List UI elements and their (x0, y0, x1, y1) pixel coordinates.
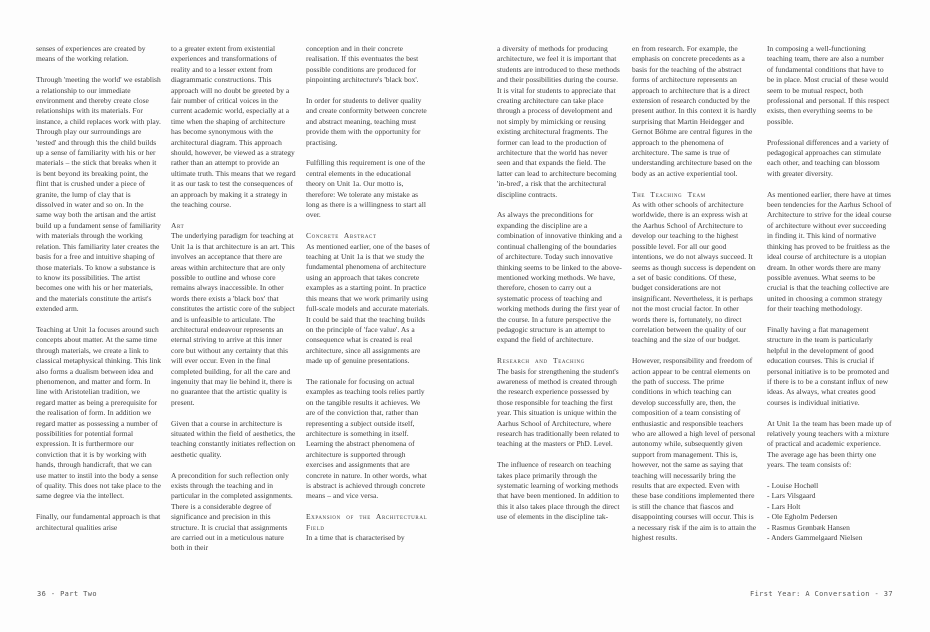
team-member-item: - Rasmus Grønbæk Hansen (767, 522, 850, 532)
body-paragraph: However, responsibility and freedom of action appear to be central elements on the path of success. The prime conditions in which teaching can develop successfully are, then, the composition of a team consisting of enthusiastic and responsible teachers who are allowed a high level of personal autonomy while, subsequently given support from management. This is, however, not the same as saying that teaching will necessarily bring the results that are expected. Even with these base conditions implemented there is still the chance that fiascos and disappointing courses will occur. This is a necessary risk if the aim is to attain the highest results. (632, 356, 757, 543)
body-paragraph: A precondition for such reflection only exists through the teaching and in particular in the completed assignments. There is a considerable degree of significance and precision in this structure. It is crucial that assignments are carried out in a meticulous nature both in their (171, 470, 293, 553)
body-paragraph: In a time that is characterised by (306, 533, 405, 543)
team-member-item: - Ole Egholm Pedersen (767, 512, 838, 522)
body-paragraph: The underlying paradigm for teaching at Unit 1a is that architecture is an art. This involves an acceptance that there are areas within architecture that are only possible to outline and whose core remains always inaccessible. In other words there exists a 'black box' that constitutes the artistic core of the subject and is unfeasible to articulate. The architectural endeavour represents an eternal striving to arrive at this inner core but without any certainty that this will ever occur. Even in the final completed building, for all the care and ingenuity that may lie behind it, there is no guarantee that the artistic quality is present. (171, 231, 295, 407)
page-right-columns (497, 44, 930, 579)
left-column-1 (36, 44, 161, 579)
body-paragraph: In composing a well-functioning teaching team, there are also a number of fundamental conditions that have to be in place. Most crucial of these would seem to be mutual respect, both professional and personal. If this respect exists, then everything seems to be possible. (767, 44, 890, 126)
page-left-footer: 36 - Part Two (37, 590, 97, 598)
body-paragraph: Professional differences and a variety of pedagogical approaches can stimulate each other, and teaching can blossom with greater diversity. (767, 137, 889, 178)
left-column-3 (306, 44, 431, 579)
body-paragraph: The influence of research on teaching takes place primarily through the systematic learning of working methods that have been mentioned. In addition to this it also takes place through the direct use of elements in the discipline tak- (497, 460, 620, 522)
body-paragraph: Finally, our fundamental approach is that architectural qualities arise (36, 512, 161, 532)
body-paragraph: Through 'meeting the world' we establish a relationship to our immediate environment and thereby create close relationships with its materials. For instance, a child replaces work with play. Through play our surroundings are 'tested' and through this the child builds up a sense of familiarity with his or her materials – the stick that breaks when it is bent beyond its breaking point, the flint that is crushed under a piece of granite, the lump of clay that is dissolved in water and so on. In the same way both the artisan and the artist build up a fundament sense of familiarity with materials through the working relation. This familiarity later creates the basis for a free and intuitive shaping of those materials. To know a substance is to know its possibilities. The artist becomes one with his or her materials, and the materials constitute the artist's extended arm. (36, 75, 161, 314)
right-column-2 (632, 44, 757, 579)
body-paragraph: Finally having a flat management structure in the team is particularly helpful in the development of good education courses. This is crucial if personal initiative is to be promoted and if there is to be a constant influx of new ideas. As always, what creates good courses is individual initiative. (767, 324, 890, 407)
team-member-item: - Anders Gammelgaard Nielsen (767, 533, 863, 543)
section-heading: The Teaching Team (632, 189, 706, 199)
right-column-1 (497, 44, 622, 579)
section-heading: Concrete Abstract (306, 231, 377, 241)
body-paragraph: As always the preconditions for expanding the discipline are a combination of innovative thinking and a continual challenging of the boundaries of architecture. Today such innovative thinking seems to be linked to the above-mentioned working methods. We have, therefore, chosen to carry out a systematic process of teaching and working methods during the first year of the course. In a future perspective the pedagogic structure is an attempt to expand the field of architecture. (497, 210, 622, 345)
body-paragraph: conception and in their concrete realisation. If this eventuates the best possible conditions are produced for pinpointing architecture's 'black box'. (306, 44, 419, 85)
team-member-item: - Lars Vilsgaard (767, 491, 816, 501)
body-paragraph: As mentioned earlier, there have at times been tendencies for the Aarhus School of Architecture to strive for the ideal course of architecture without ever succeeding in finding it. This kind of normative thinking has proved to be fruitless as the ideal course of architecture is a utopian dream. In other words there are many possible avenues. What seems to be crucial is that the teaching collective are united in choosing a common strategy for their teaching methodology. (767, 189, 892, 314)
body-paragraph: to a greater extent from existential experiences and transformations of reality and to a lesser extent from diagrammatic constructions. This approach will no doubt be greeted by a fair number of critical voices in the current academic world, especially at a time when the shaping of architecture has become synonymous with the architectural diagram. This approach should, however, be viewed as a strategy rather than an attempt to provide an ultimate truth. This means that we regard it as our task to test the consequences of an approach by making it a strategy in the teaching course. (171, 44, 296, 210)
body-paragraph: In order for students to deliver quality and create conformity between concrete and abstract meaning, teaching must provide them with the opportunity for practising. (306, 96, 427, 147)
body-paragraph: Given that a course in architecture is situated within the field of aesthetics, the teaching constantly initiates reflection on aesthetic quality. (171, 418, 296, 459)
body-paragraph: a diversity of methods for producing architecture, we feel it is important that students are introduced to these methods and their possibilities during the course. It is vital for students to appreciate that creating architecture can take place through a process of development and not simply by mimicking or reusing existing architectural fragments. The former can lead to the production of architecture that the world has never seen and that expands the field. The latter can lead to architecture becoming 'in-bred', a risk that the architectural discipline contracts. (497, 44, 620, 199)
page-left-columns (36, 44, 465, 579)
body-paragraph: As with other schools of architecture worldwide, there is an express wish at the Aarhus School of Architecture to develop our teaching to the highest possible level. For all our good intentions, we do not always succeed. It seems as though success is dependent on a set of basic conditions. Of these, budget considerations are not insignificant. Nevertheless, it is perhaps not the most crucial factor. In other words there is, fortunately, no direct correlation between the quality of our teaching and the size of our budget. (632, 200, 756, 345)
section-heading: Expansion of the Architectural Field (306, 512, 428, 532)
section-heading: Art (171, 220, 185, 230)
right-column-3 (767, 44, 892, 579)
team-member-item: - Lars Holt (767, 501, 801, 511)
left-column-2 (171, 44, 296, 579)
section-heading: Research and Teaching (497, 356, 585, 366)
team-member-item: - Louise Hochøll (767, 480, 819, 490)
page-right-footer: First Year: A Conversation - 37 (749, 590, 893, 598)
body-paragraph: The rationale for focusing on actual examples as teaching tools relies partly on the tangible results it achieves. We are of the conviction that, rather than representing a subject outside itself, architecture is something in itself. Learning the abstract phenomena of architecture is supported through exercises and assignments that are concrete in nature. In other words, what is abstract is achieved through concrete means – and vice versa. (306, 376, 427, 501)
body-paragraph: The basis for strengthening the student's awareness of method is created through the research experience possessed by those responsible for teaching the first year. This situation is unique within the Aarhus School of Architecture, where research has traditionally been related to teaching at the masters or PhD. Level. (497, 366, 620, 449)
body-paragraph: As mentioned earlier, one of the bases of teaching at Unit 1a is that we study the fundamental phenomena of architecture using an approach that takes concrete examples as a starting point. In practice this means that we work primarily using full-scale models and accurate materials. It could be said that the teaching builds on the principle of 'face value'. As a consequence what is created is real architecture, since all assignments are made up of genuine presentations. (306, 241, 430, 366)
body-paragraph: At Unit 1a the team has been made up of relatively young teachers with a mixture of practical and academic experience. The average age has been thirty one years. The team consists of: (767, 418, 892, 470)
page-right (465, 0, 930, 632)
body-paragraph: Fulfilling this requirement is one of the central elements in the educational theory on Unit 1a. Our motto is, therefore: We tolerate any mistake as long as there is a willingness to start all over. (306, 158, 426, 220)
body-paragraph: en from research. For example, the emphasis on concrete precedents as a basis for the teaching of the abstract forms of architecture represents an approach to architecture that is a direct extension of research conducted by the present author. In this context it is hardly surprising that Martin Heidegger and Gernot Böhme are central figures in the approach to the phenomena of architecture. The same is true of understanding architecture based on the body as an active experiential tool. (632, 44, 757, 178)
body-paragraph: Teaching at Unit 1a focuses around such concepts about matter. At the same time through materials, we create a link to classical metaphysical thinking. This link also forms a dualism between idea and phenomenon, and matter and form. In line with Aristotelian tradition, we regard matter as being a prerequisite for the realisation of form. In addition we regard matter as possessing a number of possibilities for potential formal expression. It is furthermore our conviction that it is by working with hands, through handicraft, that we can use matter to instil into the body a sense of quality. This does not take place to the same degree via the intellect. (36, 324, 162, 501)
body-paragraph: senses of experiences are created by means of the working relation. (36, 44, 146, 64)
